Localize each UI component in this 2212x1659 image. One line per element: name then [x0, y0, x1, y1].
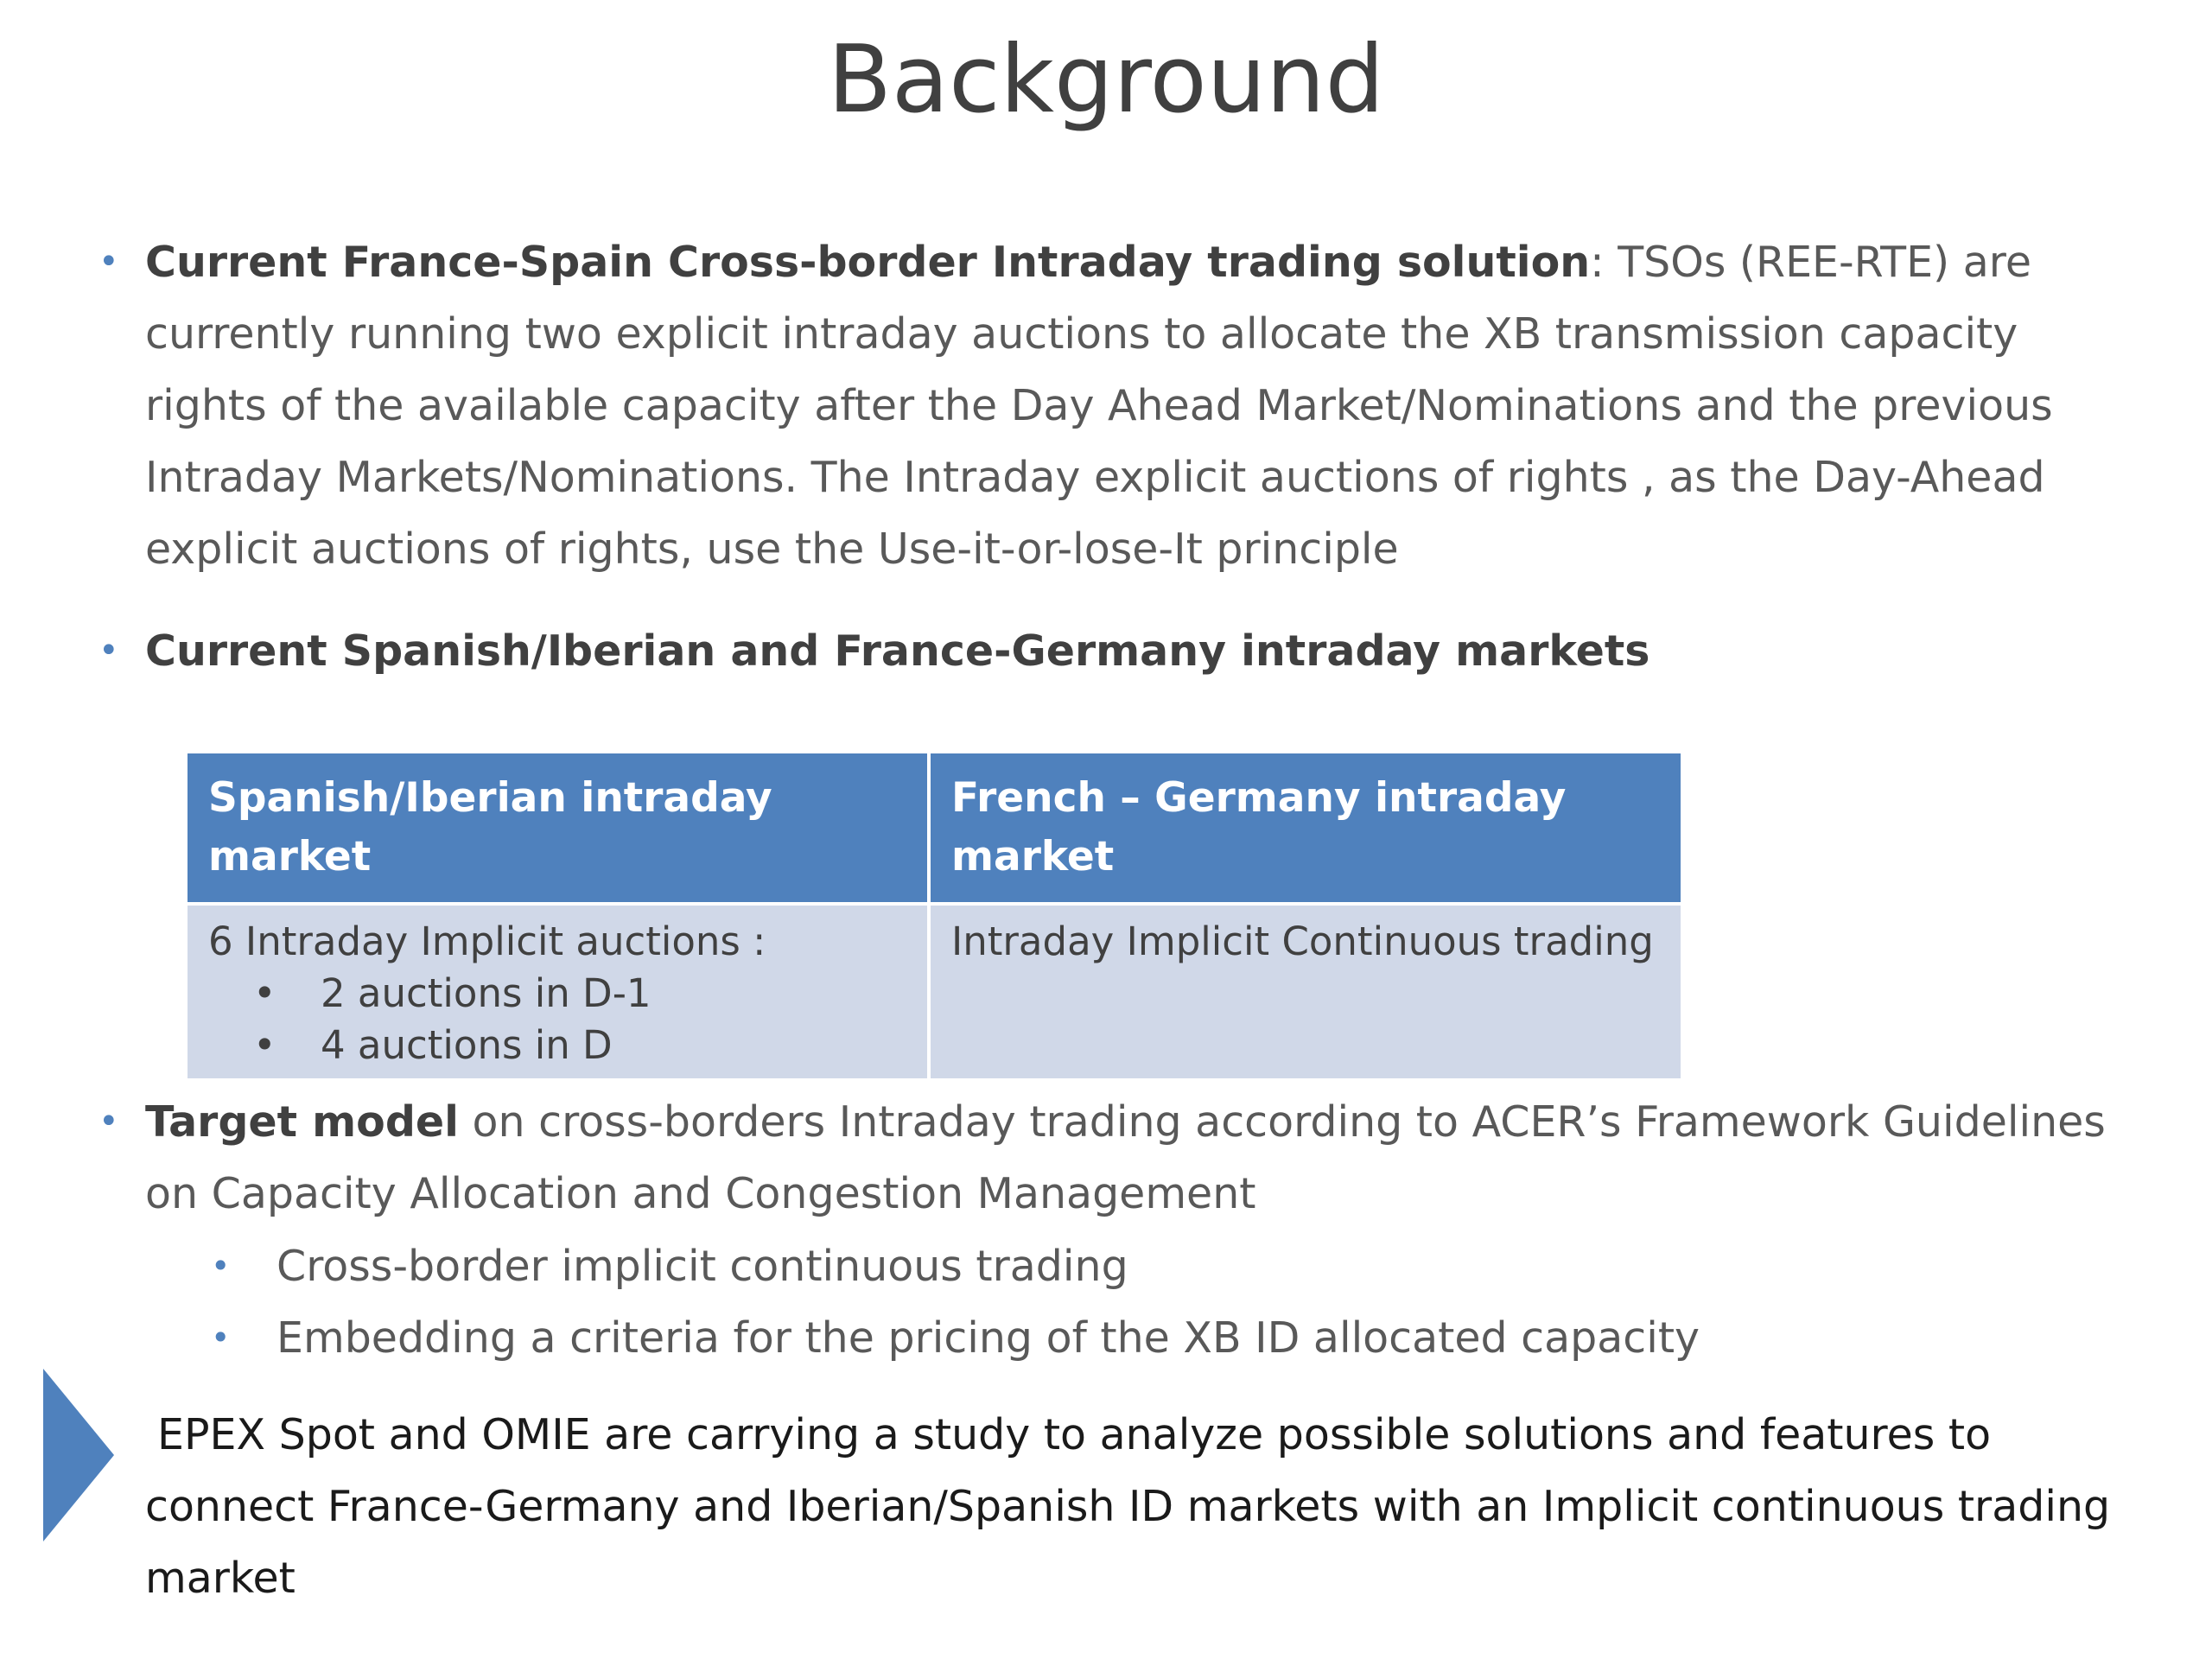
sub-bullet-continuous-trading: [211, 1230, 1128, 1302]
bullet-current-solution: [99, 226, 2133, 585]
table-header-french-german: French – Germany intraday market: [931, 753, 1681, 902]
table-header-row: [188, 753, 1681, 902]
bullet-dot-icon: •: [99, 242, 119, 282]
chevron-right-icon: [43, 1369, 114, 1541]
bullet-target-model: [99, 1086, 2133, 1230]
bullet-current-solution-heading: Current France-Spain Cross-border Intraday trading solution: [145, 238, 1591, 287]
table-header-iberian: Spanish/Iberian intraday market: [188, 753, 927, 902]
bullet-dot-icon: •: [211, 1319, 231, 1357]
list-item: [253, 968, 906, 1020]
bullet-dot-icon: •: [99, 631, 119, 671]
list-item-text: 2 auctions in D-1: [321, 970, 652, 1016]
conclusion-text: EPEX Spot and OMIE are carrying a study to analyze possible solutions and features to connect France-Germany and Iberian/Spanish ID markets with an Implicit continuous trading market: [145, 1410, 2111, 1603]
slide-title: Background: [827, 26, 1385, 134]
table-row: [188, 906, 1681, 1078]
bullet-current-markets: [99, 615, 2133, 687]
bullet-current-markets-heading: Current Spanish/Iberian and France-Germany intraday markets: [145, 626, 1650, 676]
sub-bullet-text: Embedding a criteria for the pricing of the XB ID allocated capacity: [276, 1313, 1700, 1363]
list-item-text: 4 auctions in D: [321, 1022, 613, 1068]
bullet-target-model-heading: Target model: [145, 1097, 459, 1147]
bullet-current-solution-text: : TSOs (REE-RTE) are currently running two explicit intraday auctions to allocate the XB transmission capacity rights of the available capacity after the Day Ahead Market/Nominations and the previous Intraday Markets/Nominations. The Intraday explicit auctions of rights , as the Day-Ahead explicit auctions of rights, use the Use-it-or-lose-It principle: [145, 238, 2053, 574]
list-item: [253, 1020, 906, 1071]
bullet-dot-icon: •: [253, 970, 276, 1016]
sub-bullet-text: Cross-border implicit continuous trading: [276, 1242, 1128, 1291]
bullet-dot-icon: •: [253, 1022, 276, 1068]
iberian-auctions-list: [208, 968, 906, 1071]
bullet-target-model-text: on cross-borders Intraday trading according to ACER’s Framework Guidelines on Capacity Allocation and Congestion Management: [145, 1097, 2106, 1218]
table-cell-iberian: [188, 906, 927, 1078]
sub-bullet-pricing-criteria: [211, 1302, 1700, 1374]
markets-table: [184, 750, 1684, 1082]
iberian-auctions-text: 6 Intraday Implicit auctions :: [208, 918, 766, 964]
bullet-dot-icon: •: [211, 1247, 231, 1285]
bullet-dot-icon: •: [99, 1102, 119, 1141]
table-cell-french-german: Intraday Implicit Continuous trading: [931, 906, 1681, 1078]
